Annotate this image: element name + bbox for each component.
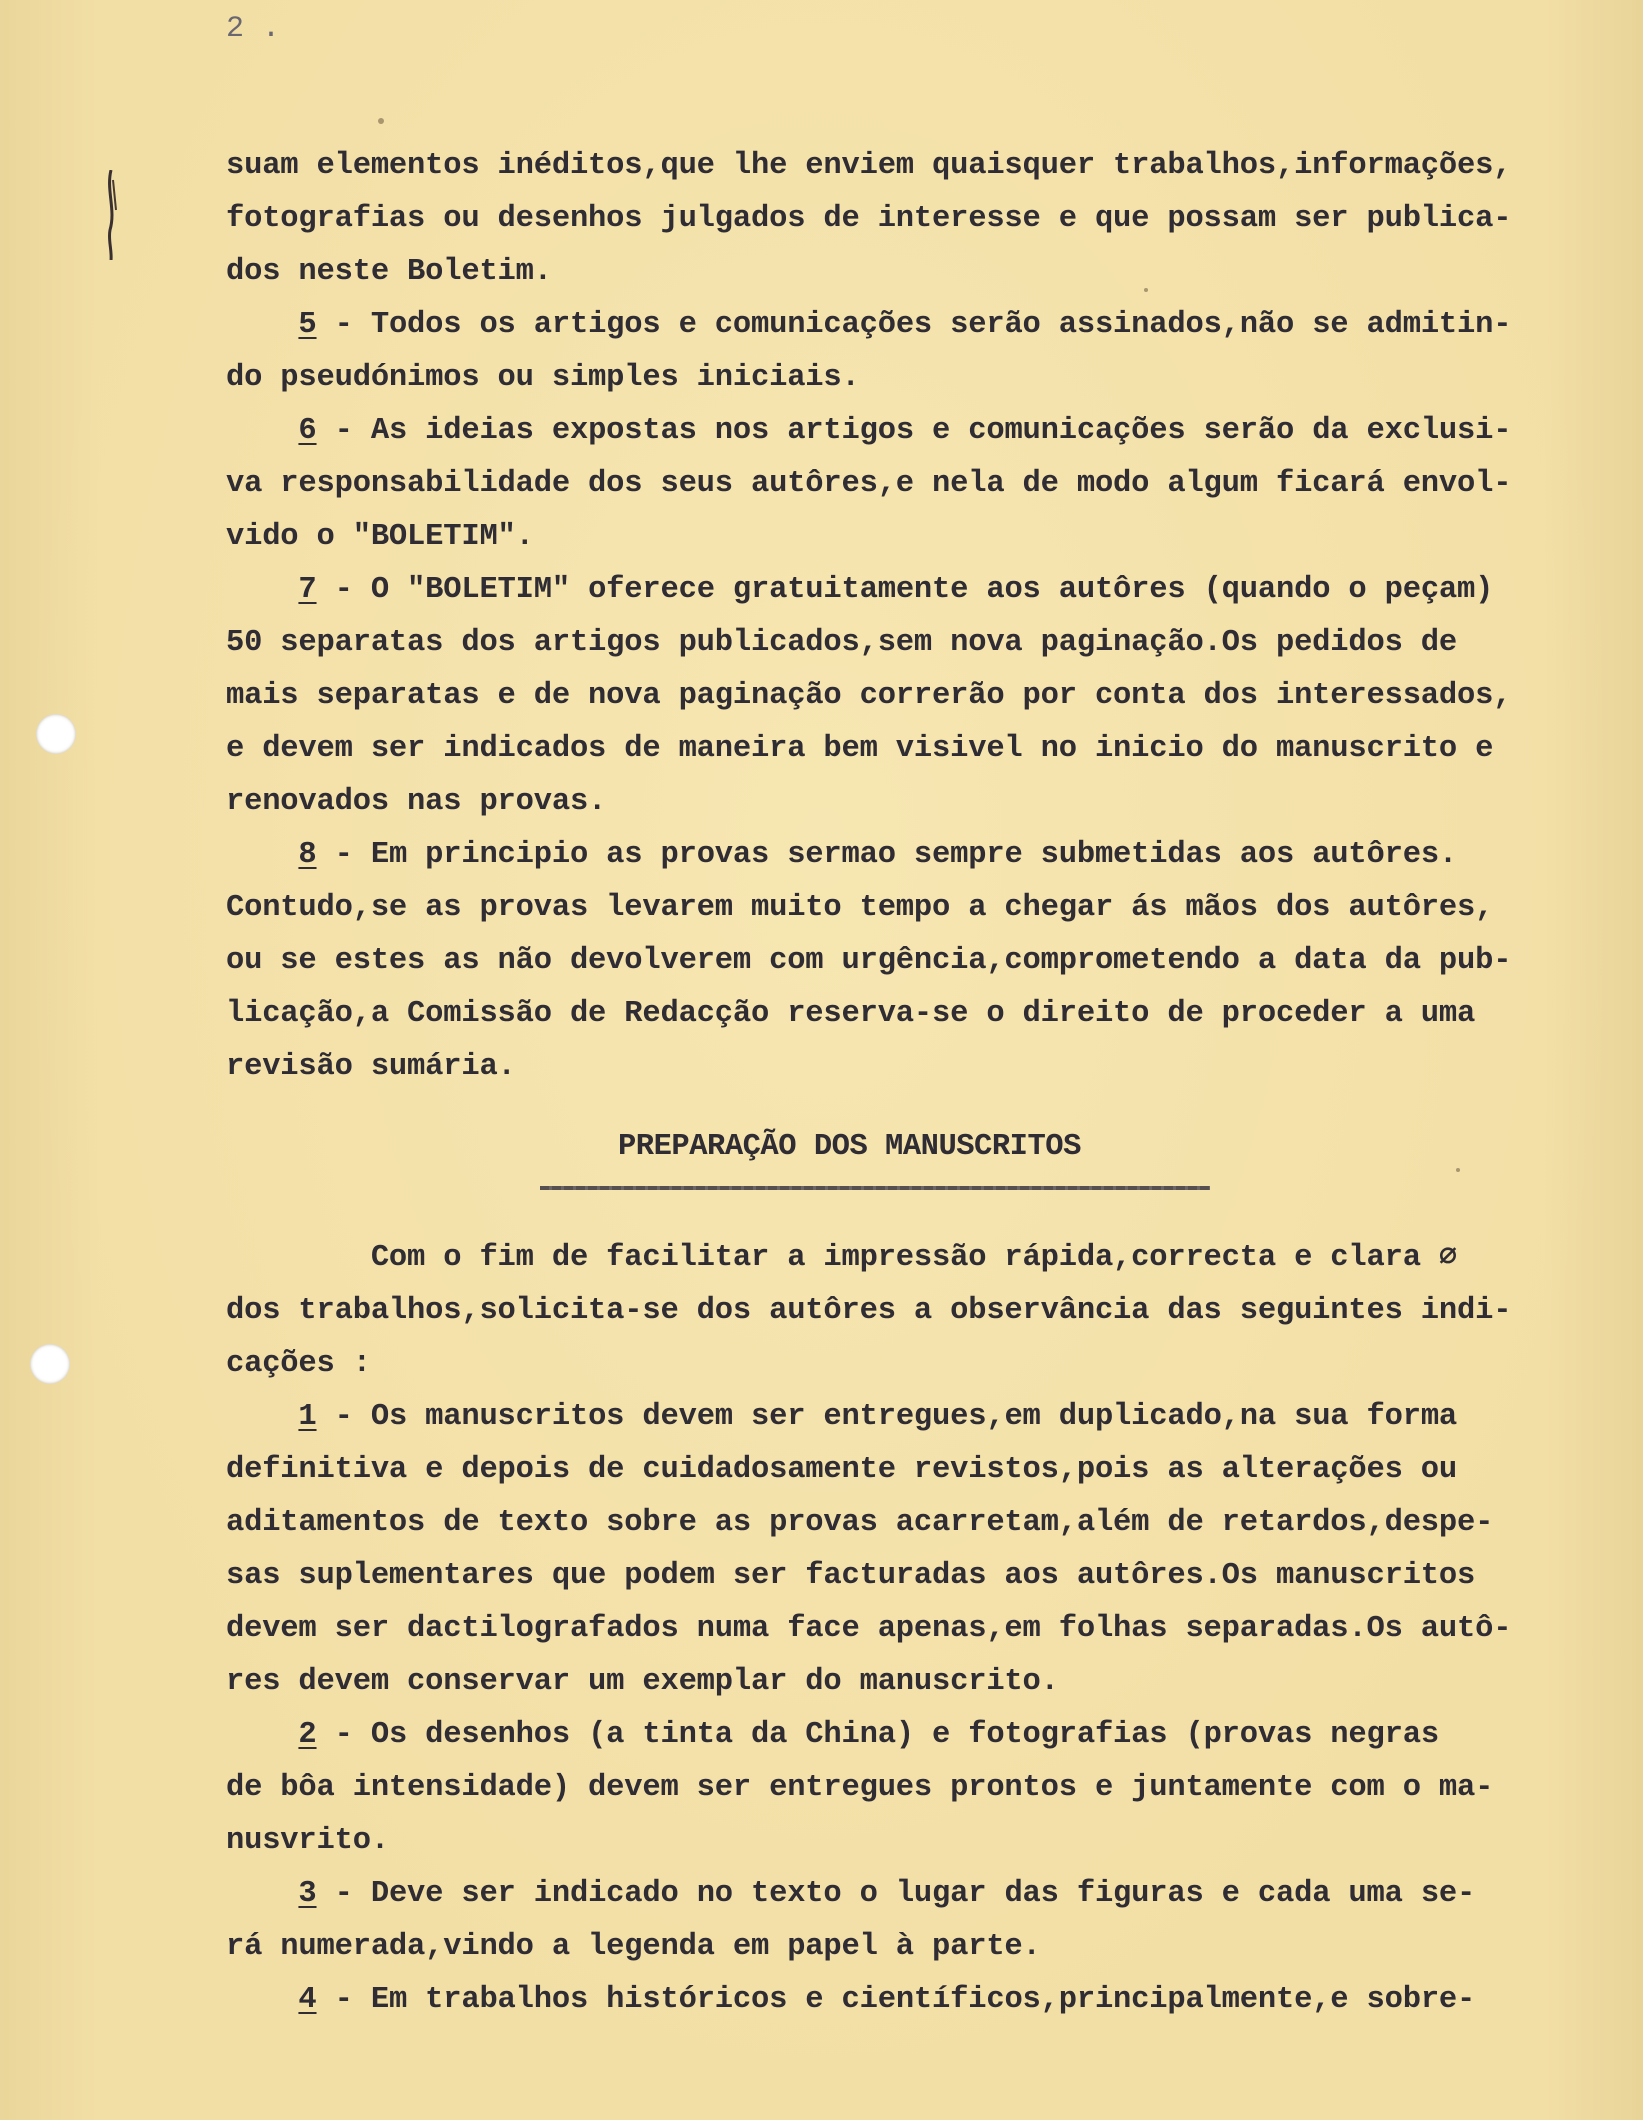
clause-7-first-line: [226, 564, 1626, 617]
text-line: ou se estes as não devolverem com urgência,comprometendo a data da pub-: [226, 944, 1512, 978]
clause-8-first-line: [226, 829, 1626, 882]
text-line: vido o "BOLETIM".: [226, 520, 534, 554]
text-line: mais separatas e de nova paginação correrão por conta dos interessados,: [226, 679, 1512, 713]
text-line: definitiva e depois de cuidadosamente revistos,pois as alterações ou: [226, 1453, 1458, 1487]
text-line: sas suplementares que podem ser facturadas aos autôres.Os manuscritos: [226, 1559, 1476, 1593]
instruction-number: 1: [298, 1400, 317, 1434]
instruction-text: - Deve ser indicado no texto o lugar das figuras e cada uma se-: [316, 1877, 1476, 1911]
text-line: res devem conservar um exemplar do manuscrito.: [226, 1665, 1059, 1699]
text-line: fotografias ou desenhos julgados de interesse e que possam ser publica-: [226, 202, 1512, 236]
paper-speck: [378, 118, 384, 124]
clause-5-first-line: [226, 299, 1626, 352]
text-line: devem ser dactilografados numa face apenas,em folhas separadas.Os autô-: [226, 1612, 1512, 1646]
paper-speck: [1456, 1168, 1460, 1172]
clause-text: - Em principio as provas sermao sempre submetidas aos autôres.: [316, 838, 1458, 872]
text-line: va responsabilidade dos seus autôres,e nela de modo algum ficará envol-: [226, 467, 1512, 501]
clause-number: 8: [298, 838, 317, 872]
instruction-4-first-line: [226, 1974, 1626, 2027]
text-line: dos neste Boletim.: [226, 255, 552, 289]
clause-6-first-line: [226, 405, 1626, 458]
text-line: 50 separatas dos artigos publicados,sem nova paginação.Os pedidos de: [226, 626, 1458, 660]
text-line: dos trabalhos,solicita-se dos autôres a observância das seguintes indi-: [226, 1294, 1512, 1328]
text-line: do pseudónimos ou simples iniciais.: [226, 361, 860, 395]
text-line: aditamentos de texto sobre as provas acarretam,além de retardos,despe-: [226, 1506, 1494, 1540]
text-line: nusvrito.: [226, 1824, 389, 1858]
text-line: e devem ser indicados de maneira bem visivel no inicio do manuscrito e: [226, 732, 1494, 766]
text-line: revisão sumária.: [226, 1050, 516, 1084]
text-line: renovados nas provas.: [226, 785, 607, 819]
instruction-1-first-line: [226, 1391, 1626, 1444]
heading-underline: [540, 1186, 1210, 1190]
instruction-text: - Em trabalhos históricos e científicos,principalmente,e sobre-: [316, 1983, 1476, 2017]
instruction-number: 4: [298, 1983, 317, 2017]
clause-number: 5: [298, 308, 317, 342]
text-line: Com o fim de facilitar a impressão rápida,correcta e clara ∅: [226, 1241, 1458, 1275]
text-line: licação,a Comissão de Redacção reserva-se o direito de proceder a uma: [226, 997, 1476, 1031]
clause-text: - O "BOLETIM" oferece gratuitamente aos autôres (quando o peçam): [316, 573, 1494, 607]
instruction-number: 3: [298, 1877, 317, 1911]
section-heading: PREPARAÇÃO DOS MANUSCRITOS: [618, 1130, 1081, 1164]
instruction-number: 2: [298, 1718, 317, 1752]
punch-hole-bottom: [30, 1344, 70, 1384]
punch-hole-top: [36, 714, 76, 754]
text-line: rá numerada,vindo a legenda em papel à parte.: [226, 1930, 1041, 1964]
clause-text: - As ideias expostas nos artigos e comunicações serão da exclusi-: [316, 414, 1512, 448]
text-line: suam elementos inéditos,que lhe enviem quaisquer trabalhos,informações,: [226, 149, 1512, 183]
staple-mark: [104, 170, 118, 260]
clause-number: 7: [298, 573, 317, 607]
instruction-2-first-line: [226, 1709, 1626, 1762]
page-number: 2 .: [226, 12, 281, 46]
text-line: cações :: [226, 1347, 371, 1381]
text-line: de bôa intensidade) devem ser entregues prontos e juntamente com o ma-: [226, 1771, 1494, 1805]
body-text-section-1: [226, 140, 1626, 1094]
instruction-3-first-line: [226, 1868, 1626, 1921]
body-text-section-2: [226, 1232, 1626, 2027]
instruction-text: - Os desenhos (a tinta da China) e fotografias (provas negras: [316, 1718, 1439, 1752]
text-line: Contudo,se as provas levarem muito tempo a chegar ás mãos dos autôres,: [226, 891, 1494, 925]
instruction-text: - Os manuscritos devem ser entregues,em duplicado,na sua forma: [316, 1400, 1458, 1434]
clause-number: 6: [298, 414, 317, 448]
clause-text: - Todos os artigos e comunicações serão assinados,não se admitin-: [316, 308, 1512, 342]
